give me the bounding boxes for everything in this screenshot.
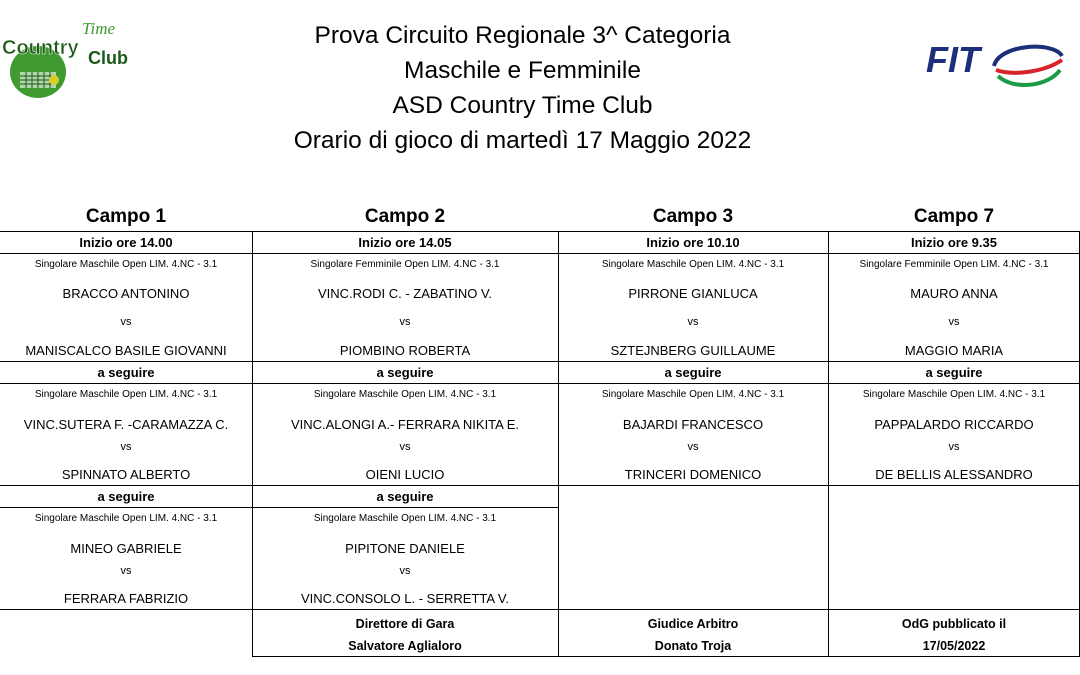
grid-line xyxy=(0,383,1080,384)
director-label: Direttore di Gara xyxy=(355,617,455,631)
follow-label: a seguire xyxy=(376,489,434,504)
grid-line xyxy=(0,231,1080,232)
vs-label: vs xyxy=(399,316,411,328)
page-title xyxy=(170,18,875,158)
published-date: 17/05/2022 xyxy=(922,639,986,653)
vs-label: vs xyxy=(120,441,132,453)
title-line-4: Orario di gioco di martedì 17 Maggio 2022 xyxy=(293,127,752,154)
match-category: Singolare Femminile Open LIM. 4.NC - 3.1 xyxy=(859,259,1049,270)
vs-label: vs xyxy=(687,441,699,453)
vs-label: vs xyxy=(687,316,699,328)
fit-text: FIT xyxy=(926,39,980,80)
fit-logo xyxy=(924,36,1066,96)
player-name: BAJARDI FRANCESCO xyxy=(622,417,764,432)
match-category: Singolare Maschile Open LIM. 4.NC - 3.1 xyxy=(601,389,785,400)
director-name: Salvatore Aglialoro xyxy=(348,639,462,653)
grid-line xyxy=(0,253,1080,254)
player-name: MANISCALCO BASILE GIOVANNI xyxy=(25,343,227,358)
player-name: PIRRONE GIANLUCA xyxy=(628,286,758,301)
player-name: PIOMBINO ROBERTA xyxy=(339,343,471,358)
country-time-club-logo xyxy=(2,14,140,104)
grid-line xyxy=(0,507,558,508)
match-category: Singolare Maschile Open LIM. 4.NC - 3.1 xyxy=(862,389,1046,400)
title-line-2: Maschile e Femminile xyxy=(404,57,641,84)
title-line-3: ASD Country Time Club xyxy=(392,92,653,119)
grid-line xyxy=(0,361,1080,362)
logo-club-text: Club xyxy=(88,48,128,68)
start-time-campo-7: Inizio ore 9.35 xyxy=(911,235,997,250)
player-name: PIPITONE DANIELE xyxy=(345,541,465,556)
logo-time-text: Time xyxy=(82,19,116,38)
player-name: FERRARA FABRIZIO xyxy=(63,591,189,606)
tennis-ball-icon xyxy=(49,75,59,85)
referee-label: Giudice Arbitro xyxy=(647,617,739,631)
follow-label: a seguire xyxy=(97,489,155,504)
player-name: BRACCO ANTONINO xyxy=(62,286,190,301)
follow-label: a seguire xyxy=(664,365,722,380)
player-name: VINC.ALONGI A.- FERRARA NIKITA E. xyxy=(290,417,520,432)
column-header-campo-3: Campo 3 xyxy=(652,206,734,227)
player-name: DE BELLIS ALESSANDRO xyxy=(875,467,1033,482)
start-time-campo-1: Inizio ore 14.00 xyxy=(79,235,173,250)
follow-label: a seguire xyxy=(925,365,983,380)
start-time-campo-2: Inizio ore 14.05 xyxy=(358,235,452,250)
vs-label: vs xyxy=(120,565,132,577)
player-name: TRINCERI DOMENICO xyxy=(624,467,762,482)
vs-label: vs xyxy=(399,441,411,453)
column-header-campo-7: Campo 7 xyxy=(913,206,995,227)
match-category: Singolare Maschile Open LIM. 4.NC - 3.1 xyxy=(313,513,497,524)
logo-country-text: Country xyxy=(2,37,79,59)
match-category: Singolare Maschile Open LIM. 4.NC - 3.1 xyxy=(313,389,497,400)
column-header-campo-2: Campo 2 xyxy=(364,206,446,227)
vs-label: vs xyxy=(399,565,411,577)
vs-label: vs xyxy=(948,441,960,453)
referee-name: Donato Troja xyxy=(654,639,732,653)
player-name: VINC.SUTERA F. -CARAMAZZA C. xyxy=(23,417,229,432)
player-name: SZTEJNBERG GUILLAUME xyxy=(610,343,776,358)
player-name: VINC.RODI C. - ZABATINO V. xyxy=(317,286,493,301)
player-name: OIENI LUCIO xyxy=(365,467,445,482)
column-header-campo-1: Campo 1 xyxy=(85,206,167,227)
follow-label: a seguire xyxy=(97,365,155,380)
grid-line xyxy=(0,609,1080,610)
player-name: PAPPALARDO RICCARDO xyxy=(874,417,1034,432)
match-category: Singolare Femminile Open LIM. 4.NC - 3.1 xyxy=(310,259,500,270)
match-category: Singolare Maschile Open LIM. 4.NC - 3.1 xyxy=(34,259,218,270)
player-name: SPINNATO ALBERTO xyxy=(61,467,191,482)
player-name: MAGGIO MARIA xyxy=(904,343,1004,358)
vs-label: vs xyxy=(120,316,132,328)
match-category: Singolare Maschile Open LIM. 4.NC - 3.1 xyxy=(34,389,218,400)
vs-label: vs xyxy=(948,316,960,328)
player-name: VINC.CONSOLO L. - SERRETTA V. xyxy=(300,591,510,606)
title-line-1: Prova Circuito Regionale 3^ Categoria xyxy=(314,22,731,49)
match-category: Singolare Maschile Open LIM. 4.NC - 3.1 xyxy=(601,259,785,270)
grid-line xyxy=(0,485,1080,486)
match-category: Singolare Maschile Open LIM. 4.NC - 3.1 xyxy=(34,513,218,524)
follow-label: a seguire xyxy=(376,365,434,380)
player-name: MINEO GABRIELE xyxy=(70,541,182,556)
published-label: OdG pubblicato il xyxy=(901,617,1007,631)
player-name: MAURO ANNA xyxy=(910,286,998,301)
start-time-campo-3: Inizio ore 10.10 xyxy=(646,235,740,250)
